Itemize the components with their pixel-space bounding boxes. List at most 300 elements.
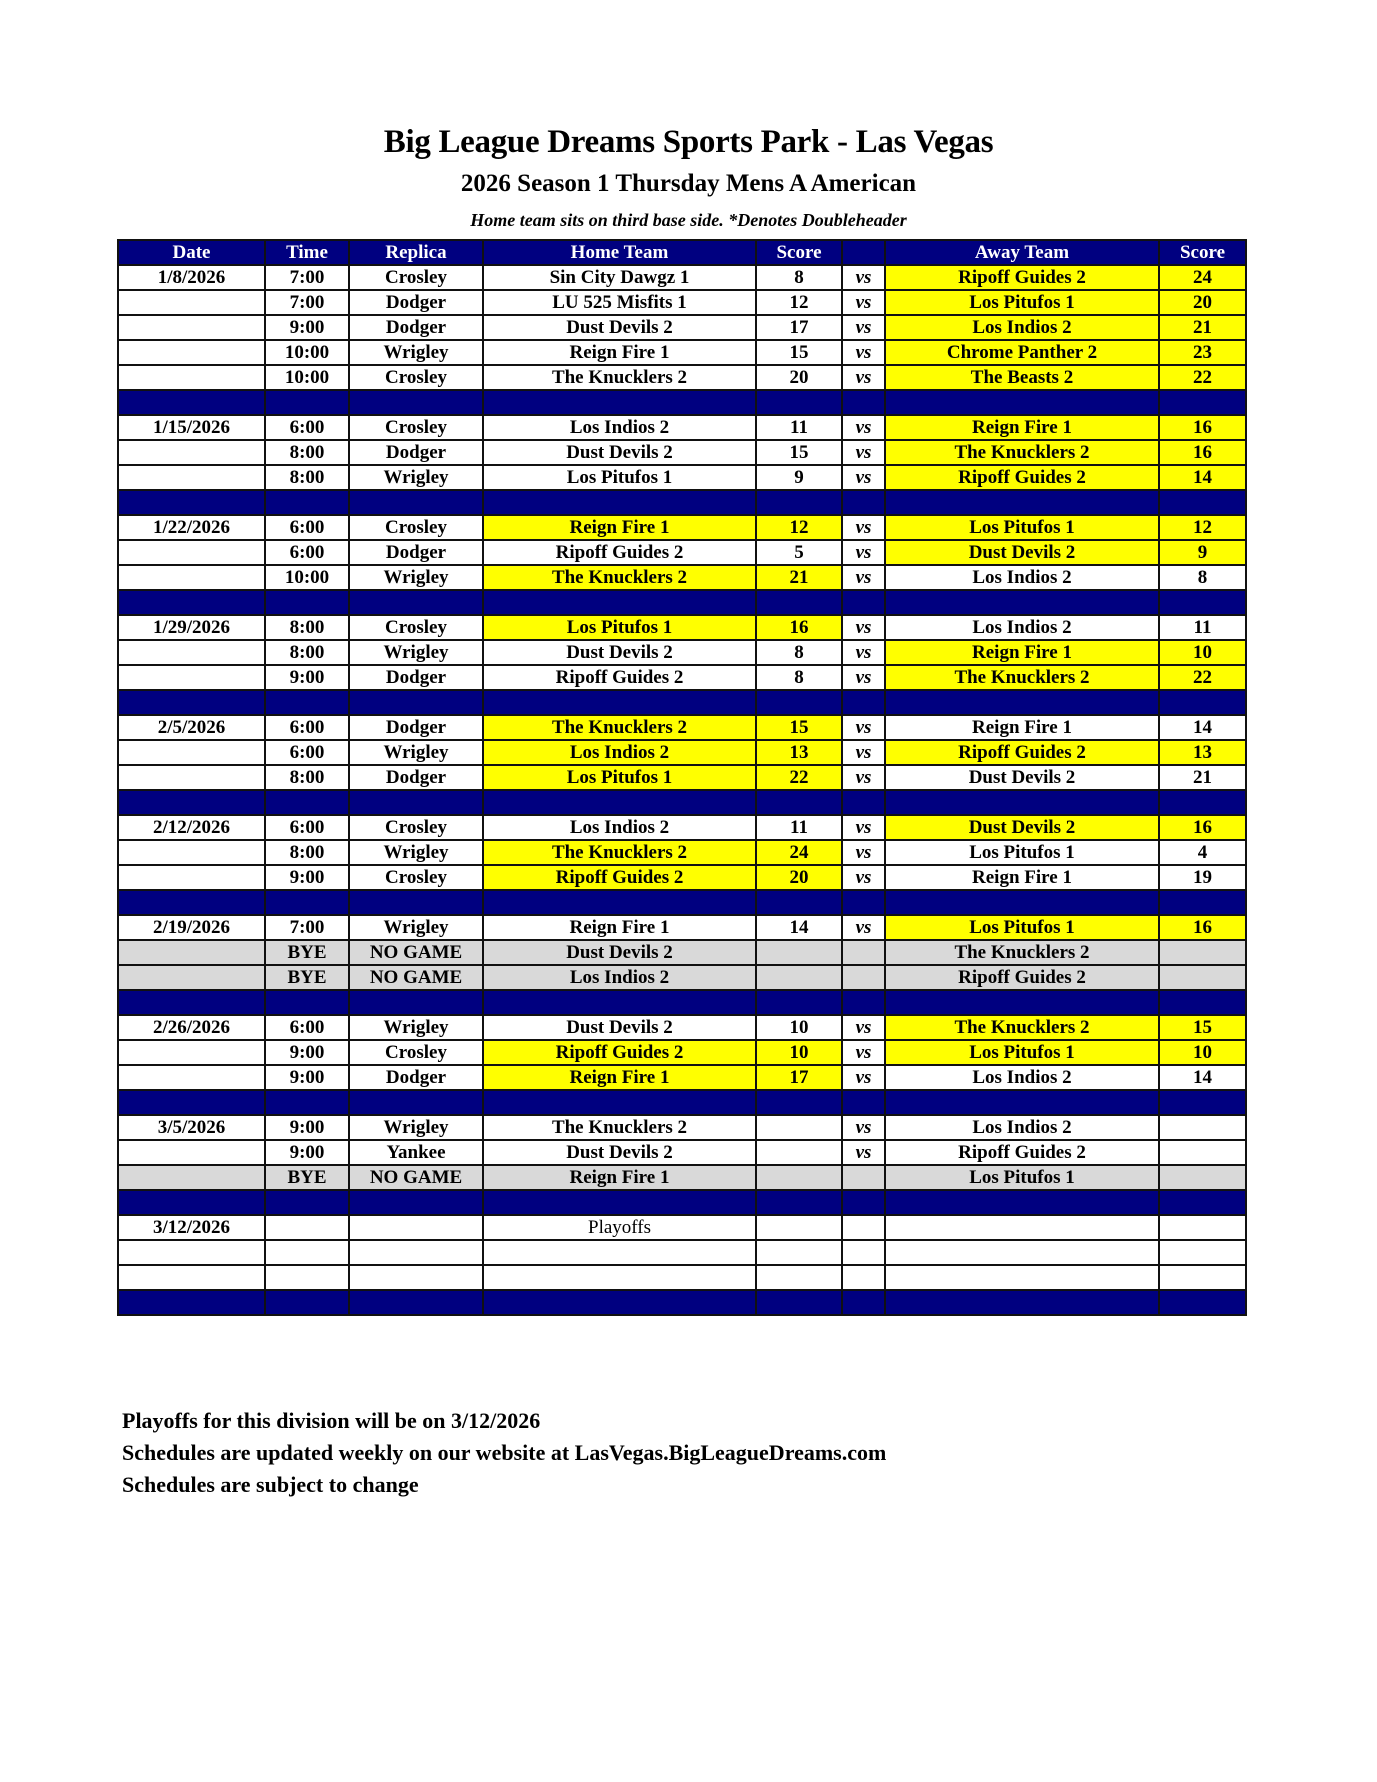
away-score-cell bbox=[1159, 940, 1246, 965]
separator-cell bbox=[842, 390, 885, 415]
home-team-cell: Ripoff Guides 2 bbox=[483, 665, 756, 690]
home-team-cell: Los Pitufos 1 bbox=[483, 465, 756, 490]
game-row bbox=[118, 765, 1246, 790]
separator-cell bbox=[483, 490, 756, 515]
vs-cell: vs bbox=[842, 915, 885, 940]
time-cell: BYE bbox=[265, 940, 349, 965]
separator-cell bbox=[1159, 990, 1246, 1015]
week-separator bbox=[118, 590, 1246, 615]
away-team-cell: Ripoff Guides 2 bbox=[885, 965, 1159, 990]
time-cell bbox=[265, 1240, 349, 1265]
home-team-cell: The Knucklers 2 bbox=[483, 565, 756, 590]
bye-row bbox=[118, 1165, 1246, 1190]
separator-cell bbox=[842, 490, 885, 515]
date-cell bbox=[118, 965, 265, 990]
home-score-cell: 8 bbox=[756, 640, 842, 665]
separator-cell bbox=[885, 790, 1159, 815]
replica-cell: Crosley bbox=[349, 1040, 483, 1065]
home-score-cell: 17 bbox=[756, 315, 842, 340]
separator-cell bbox=[885, 1190, 1159, 1215]
date-cell bbox=[118, 1065, 265, 1090]
game-row bbox=[118, 290, 1246, 315]
away-team-cell: Dust Devils 2 bbox=[885, 540, 1159, 565]
replica-cell: Wrigley bbox=[349, 340, 483, 365]
separator-cell bbox=[118, 1190, 265, 1215]
away-score-cell: 20 bbox=[1159, 290, 1246, 315]
vs-cell bbox=[842, 1240, 885, 1265]
separator-cell bbox=[756, 790, 842, 815]
separator-cell bbox=[842, 890, 885, 915]
separator-cell bbox=[1159, 790, 1246, 815]
bye-row bbox=[118, 965, 1246, 990]
date-cell bbox=[118, 840, 265, 865]
separator-cell bbox=[349, 990, 483, 1015]
replica-cell: Crosley bbox=[349, 365, 483, 390]
away-score-cell: 10 bbox=[1159, 640, 1246, 665]
separator-cell bbox=[885, 1090, 1159, 1115]
separator-cell bbox=[118, 790, 265, 815]
replica-cell: Dodger bbox=[349, 765, 483, 790]
replica-cell bbox=[349, 1240, 483, 1265]
home-score-cell: 9 bbox=[756, 465, 842, 490]
away-team-cell: Ripoff Guides 2 bbox=[885, 465, 1159, 490]
time-cell: BYE bbox=[265, 965, 349, 990]
col-header-vs bbox=[842, 240, 885, 265]
away-team-cell bbox=[885, 1265, 1159, 1290]
game-row bbox=[118, 1065, 1246, 1090]
col-header-away-team: Away Team bbox=[885, 240, 1159, 265]
vs-cell: vs bbox=[842, 1065, 885, 1090]
away-team-cell: Chrome Panther 2 bbox=[885, 340, 1159, 365]
time-cell: 7:00 bbox=[265, 290, 349, 315]
vs-cell: vs bbox=[842, 640, 885, 665]
replica-cell: Yankee bbox=[349, 1140, 483, 1165]
away-team-cell: Los Pitufos 1 bbox=[885, 840, 1159, 865]
col-header-home-team: Home Team bbox=[483, 240, 756, 265]
separator-cell bbox=[885, 890, 1159, 915]
away-team-cell: Los Pitufos 1 bbox=[885, 290, 1159, 315]
game-row bbox=[118, 640, 1246, 665]
separator-cell bbox=[483, 1290, 756, 1315]
replica-cell: Crosley bbox=[349, 865, 483, 890]
home-score-cell bbox=[756, 1240, 842, 1265]
home-team-cell: Dust Devils 2 bbox=[483, 315, 756, 340]
time-cell: 7:00 bbox=[265, 265, 349, 290]
vs-cell: vs bbox=[842, 1140, 885, 1165]
home-score-cell bbox=[756, 940, 842, 965]
away-team-cell: Reign Fire 1 bbox=[885, 715, 1159, 740]
separator-cell bbox=[265, 1190, 349, 1215]
replica-cell: Dodger bbox=[349, 540, 483, 565]
separator-cell bbox=[756, 890, 842, 915]
away-score-cell bbox=[1159, 1140, 1246, 1165]
separator-cell bbox=[842, 690, 885, 715]
home-score-cell: 10 bbox=[756, 1015, 842, 1040]
vs-cell bbox=[842, 1165, 885, 1190]
separator-cell bbox=[1159, 490, 1246, 515]
away-score-cell bbox=[1159, 1165, 1246, 1190]
date-cell: 2/19/2026 bbox=[118, 915, 265, 940]
home-team-cell: Ripoff Guides 2 bbox=[483, 540, 756, 565]
home-score-cell: 24 bbox=[756, 840, 842, 865]
separator-cell bbox=[118, 390, 265, 415]
vs-cell: vs bbox=[842, 740, 885, 765]
home-team-cell: The Knucklers 2 bbox=[483, 715, 756, 740]
separator-cell bbox=[842, 590, 885, 615]
date-cell bbox=[118, 465, 265, 490]
separator-cell bbox=[483, 1090, 756, 1115]
away-score-cell: 9 bbox=[1159, 540, 1246, 565]
week-separator bbox=[118, 490, 1246, 515]
away-team-cell: Reign Fire 1 bbox=[885, 865, 1159, 890]
home-team-cell: Reign Fire 1 bbox=[483, 1165, 756, 1190]
bye-row bbox=[118, 940, 1246, 965]
home-team-cell: The Knucklers 2 bbox=[483, 365, 756, 390]
home-team-cell: Dust Devils 2 bbox=[483, 640, 756, 665]
replica-cell: Crosley bbox=[349, 515, 483, 540]
game-row bbox=[118, 1015, 1246, 1040]
away-score-cell: 16 bbox=[1159, 440, 1246, 465]
separator-cell bbox=[483, 690, 756, 715]
away-score-cell: 14 bbox=[1159, 465, 1246, 490]
away-team-cell: Los Pitufos 1 bbox=[885, 915, 1159, 940]
game-row bbox=[118, 1115, 1246, 1140]
away-team-cell: Los Pitufos 1 bbox=[885, 515, 1159, 540]
time-cell: 6:00 bbox=[265, 1015, 349, 1040]
separator-cell bbox=[756, 390, 842, 415]
away-score-cell: 13 bbox=[1159, 740, 1246, 765]
away-team-cell: Dust Devils 2 bbox=[885, 765, 1159, 790]
separator-cell bbox=[118, 1090, 265, 1115]
away-team-cell: Los Indios 2 bbox=[885, 615, 1159, 640]
vs-cell: vs bbox=[842, 765, 885, 790]
time-cell: 9:00 bbox=[265, 1115, 349, 1140]
replica-cell: Crosley bbox=[349, 815, 483, 840]
game-row bbox=[118, 465, 1246, 490]
separator-cell bbox=[265, 1290, 349, 1315]
vs-cell: vs bbox=[842, 665, 885, 690]
separator-cell bbox=[265, 790, 349, 815]
date-cell bbox=[118, 315, 265, 340]
vs-cell bbox=[842, 1215, 885, 1240]
replica-cell: Dodger bbox=[349, 715, 483, 740]
time-cell: 10:00 bbox=[265, 365, 349, 390]
home-score-cell: 13 bbox=[756, 740, 842, 765]
away-team-cell: Ripoff Guides 2 bbox=[885, 740, 1159, 765]
game-row bbox=[118, 440, 1246, 465]
separator-cell bbox=[885, 990, 1159, 1015]
separator-cell bbox=[265, 590, 349, 615]
away-score-cell: 22 bbox=[1159, 665, 1246, 690]
away-team-cell: The Beasts 2 bbox=[885, 365, 1159, 390]
page-title: Big League Dreams Sports Park - Las Vegas bbox=[383, 124, 994, 160]
col-header-away-score: Score bbox=[1159, 240, 1246, 265]
division-subtitle: 2026 Season 1 Thursday Mens A American bbox=[460, 170, 917, 197]
separator-cell bbox=[842, 1290, 885, 1315]
separator-cell bbox=[1159, 690, 1246, 715]
time-cell bbox=[265, 1265, 349, 1290]
home-score-cell bbox=[756, 1115, 842, 1140]
separator-cell bbox=[1159, 1290, 1246, 1315]
time-cell: 6:00 bbox=[265, 415, 349, 440]
date-cell bbox=[118, 565, 265, 590]
time-cell: 10:00 bbox=[265, 340, 349, 365]
home-team-cell: The Knucklers 2 bbox=[483, 1115, 756, 1140]
time-cell: 7:00 bbox=[265, 915, 349, 940]
home-score-cell: 15 bbox=[756, 340, 842, 365]
separator-cell bbox=[756, 590, 842, 615]
vs-cell: vs bbox=[842, 840, 885, 865]
separator-cell bbox=[118, 590, 265, 615]
vs-cell: vs bbox=[842, 1115, 885, 1140]
date-cell bbox=[118, 740, 265, 765]
home-score-cell: 17 bbox=[756, 1065, 842, 1090]
time-cell: 8:00 bbox=[265, 840, 349, 865]
date-cell bbox=[118, 290, 265, 315]
time-cell: 9:00 bbox=[265, 1040, 349, 1065]
home-team-cell: LU 525 Misfits 1 bbox=[483, 290, 756, 315]
date-cell bbox=[118, 1265, 265, 1290]
away-score-cell: 14 bbox=[1159, 715, 1246, 740]
away-team-cell: Reign Fire 1 bbox=[885, 415, 1159, 440]
game-row bbox=[118, 840, 1246, 865]
separator-cell bbox=[118, 690, 265, 715]
separator-cell bbox=[885, 590, 1159, 615]
date-cell: 2/5/2026 bbox=[118, 715, 265, 740]
home-score-cell: 8 bbox=[756, 665, 842, 690]
away-score-cell bbox=[1159, 1115, 1246, 1140]
vs-cell: vs bbox=[842, 565, 885, 590]
date-cell: 3/12/2026 bbox=[118, 1215, 265, 1240]
separator-cell bbox=[483, 790, 756, 815]
away-team-cell: Dust Devils 2 bbox=[885, 815, 1159, 840]
away-team-cell: Los Indios 2 bbox=[885, 565, 1159, 590]
date-cell bbox=[118, 340, 265, 365]
away-team-cell: Ripoff Guides 2 bbox=[885, 265, 1159, 290]
time-cell: 8:00 bbox=[265, 765, 349, 790]
home-score-cell bbox=[756, 965, 842, 990]
home-team-cell: Ripoff Guides 2 bbox=[483, 1040, 756, 1065]
replica-cell: Wrigley bbox=[349, 1015, 483, 1040]
date-cell bbox=[118, 440, 265, 465]
separator-cell bbox=[756, 1090, 842, 1115]
away-team-cell bbox=[885, 1215, 1159, 1240]
separator-cell bbox=[265, 990, 349, 1015]
separator-cell bbox=[842, 990, 885, 1015]
col-header-replica: Replica bbox=[349, 240, 483, 265]
away-score-cell bbox=[1159, 1215, 1246, 1240]
home-score-cell: 16 bbox=[756, 615, 842, 640]
replica-cell: Crosley bbox=[349, 615, 483, 640]
separator-cell bbox=[885, 490, 1159, 515]
separator-cell bbox=[118, 490, 265, 515]
away-score-cell: 14 bbox=[1159, 1065, 1246, 1090]
game-row bbox=[118, 740, 1246, 765]
separator-cell bbox=[349, 1090, 483, 1115]
replica-cell: NO GAME bbox=[349, 965, 483, 990]
time-cell: 9:00 bbox=[265, 1140, 349, 1165]
away-score-cell: 10 bbox=[1159, 1040, 1246, 1065]
date-cell bbox=[118, 940, 265, 965]
date-cell: 1/15/2026 bbox=[118, 415, 265, 440]
separator-cell bbox=[756, 1290, 842, 1315]
col-header-home-score: Score bbox=[756, 240, 842, 265]
away-team-cell: Los Indios 2 bbox=[885, 1065, 1159, 1090]
date-cell bbox=[118, 1140, 265, 1165]
home-score-cell: 11 bbox=[756, 415, 842, 440]
replica-cell: NO GAME bbox=[349, 1165, 483, 1190]
replica-cell bbox=[349, 1215, 483, 1240]
replica-cell: Crosley bbox=[349, 265, 483, 290]
time-cell: 8:00 bbox=[265, 465, 349, 490]
away-score-cell: 23 bbox=[1159, 340, 1246, 365]
schedule-table bbox=[117, 239, 1247, 1316]
home-score-cell: 20 bbox=[756, 365, 842, 390]
separator-cell bbox=[118, 1290, 265, 1315]
replica-cell: NO GAME bbox=[349, 940, 483, 965]
replica-cell: Dodger bbox=[349, 290, 483, 315]
game-row bbox=[118, 265, 1246, 290]
vs-cell: vs bbox=[842, 315, 885, 340]
date-cell bbox=[118, 365, 265, 390]
away-team-cell: The Knucklers 2 bbox=[885, 940, 1159, 965]
playoff-row bbox=[118, 1215, 1246, 1240]
separator-cell bbox=[265, 690, 349, 715]
game-row bbox=[118, 340, 1246, 365]
date-cell: 3/5/2026 bbox=[118, 1115, 265, 1140]
away-score-cell: 12 bbox=[1159, 515, 1246, 540]
separator-cell bbox=[349, 890, 483, 915]
away-score-cell bbox=[1159, 1265, 1246, 1290]
replica-cell: Wrigley bbox=[349, 1115, 483, 1140]
away-score-cell: 8 bbox=[1159, 565, 1246, 590]
separator-cell bbox=[483, 590, 756, 615]
separator-cell bbox=[885, 390, 1159, 415]
separator-cell bbox=[756, 490, 842, 515]
time-cell: 8:00 bbox=[265, 615, 349, 640]
vs-cell bbox=[842, 1265, 885, 1290]
away-score-cell: 15 bbox=[1159, 1015, 1246, 1040]
separator-cell bbox=[842, 1190, 885, 1215]
separator-cell bbox=[483, 890, 756, 915]
game-row bbox=[118, 415, 1246, 440]
home-team-cell bbox=[483, 1240, 756, 1265]
separator-cell bbox=[349, 490, 483, 515]
home-team-cell: Dust Devils 2 bbox=[483, 940, 756, 965]
away-team-cell: Los Pitufos 1 bbox=[885, 1040, 1159, 1065]
away-team-cell: Los Pitufos 1 bbox=[885, 1165, 1159, 1190]
separator-cell bbox=[1159, 890, 1246, 915]
separator-cell bbox=[756, 690, 842, 715]
replica-cell: Dodger bbox=[349, 440, 483, 465]
home-team-cell: The Knucklers 2 bbox=[483, 840, 756, 865]
home-score-cell: 8 bbox=[756, 265, 842, 290]
week-separator bbox=[118, 890, 1246, 915]
website-note: Schedules are updated weekly on our website at LasVegas.BigLeagueDreams.com bbox=[122, 1440, 887, 1465]
game-row bbox=[118, 615, 1246, 640]
separator-cell bbox=[1159, 1190, 1246, 1215]
home-team-cell: Ripoff Guides 2 bbox=[483, 865, 756, 890]
vs-cell: vs bbox=[842, 1015, 885, 1040]
game-row bbox=[118, 1240, 1246, 1265]
vs-cell bbox=[842, 940, 885, 965]
separator-cell bbox=[483, 1190, 756, 1215]
separator-cell bbox=[349, 590, 483, 615]
home-score-cell: 14 bbox=[756, 915, 842, 940]
replica-cell: Wrigley bbox=[349, 465, 483, 490]
separator-cell bbox=[1159, 390, 1246, 415]
replica-cell: Wrigley bbox=[349, 640, 483, 665]
time-cell bbox=[265, 1215, 349, 1240]
away-score-cell bbox=[1159, 1240, 1246, 1265]
away-team-cell: The Knucklers 2 bbox=[885, 665, 1159, 690]
home-team-cell: Los Indios 2 bbox=[483, 740, 756, 765]
home-team-cell: Los Indios 2 bbox=[483, 415, 756, 440]
home-score-cell: 20 bbox=[756, 865, 842, 890]
home-team-cell: Reign Fire 1 bbox=[483, 1065, 756, 1090]
date-cell bbox=[118, 865, 265, 890]
replica-cell: Dodger bbox=[349, 1065, 483, 1090]
separator-cell bbox=[118, 890, 265, 915]
away-team-cell: The Knucklers 2 bbox=[885, 440, 1159, 465]
away-team-cell: Ripoff Guides 2 bbox=[885, 1140, 1159, 1165]
week-separator bbox=[118, 390, 1246, 415]
away-team-cell: The Knucklers 2 bbox=[885, 1015, 1159, 1040]
home-team-cell: Reign Fire 1 bbox=[483, 515, 756, 540]
week-separator bbox=[118, 690, 1246, 715]
home-team-cell: Los Indios 2 bbox=[483, 965, 756, 990]
game-row bbox=[118, 565, 1246, 590]
vs-cell: vs bbox=[842, 440, 885, 465]
home-team-cell: Los Pitufos 1 bbox=[483, 615, 756, 640]
date-cell: 1/8/2026 bbox=[118, 265, 265, 290]
time-cell: 10:00 bbox=[265, 565, 349, 590]
replica-cell: Wrigley bbox=[349, 915, 483, 940]
home-score-cell: 10 bbox=[756, 1040, 842, 1065]
away-score-cell: 19 bbox=[1159, 865, 1246, 890]
game-row bbox=[118, 1040, 1246, 1065]
vs-cell: vs bbox=[842, 540, 885, 565]
home-team-cell: Dust Devils 2 bbox=[483, 440, 756, 465]
week-separator bbox=[118, 1090, 1246, 1115]
vs-cell: vs bbox=[842, 340, 885, 365]
time-cell: 6:00 bbox=[265, 715, 349, 740]
date-cell bbox=[118, 1040, 265, 1065]
home-team-cell: Los Indios 2 bbox=[483, 815, 756, 840]
away-score-cell: 11 bbox=[1159, 615, 1246, 640]
date-cell bbox=[118, 1240, 265, 1265]
separator-cell bbox=[1159, 590, 1246, 615]
time-cell: 9:00 bbox=[265, 1065, 349, 1090]
separator-cell bbox=[842, 790, 885, 815]
playoffs-note: Playoffs for this division will be on 3/12/2026 bbox=[122, 1408, 541, 1433]
home-team-cell: Playoffs bbox=[483, 1215, 756, 1240]
schedule-note: Home team sits on third base side. *Denotes Doubleheader bbox=[470, 210, 907, 230]
away-score-cell: 16 bbox=[1159, 815, 1246, 840]
time-cell: 8:00 bbox=[265, 440, 349, 465]
away-team-cell: Reign Fire 1 bbox=[885, 640, 1159, 665]
home-score-cell: 22 bbox=[756, 765, 842, 790]
home-score-cell: 15 bbox=[756, 440, 842, 465]
time-cell: 6:00 bbox=[265, 815, 349, 840]
col-header-date: Date bbox=[118, 240, 265, 265]
home-score-cell: 11 bbox=[756, 815, 842, 840]
game-row bbox=[118, 1265, 1246, 1290]
separator-cell bbox=[265, 1090, 349, 1115]
vs-cell: vs bbox=[842, 1040, 885, 1065]
date-cell: 1/29/2026 bbox=[118, 615, 265, 640]
game-row bbox=[118, 315, 1246, 340]
